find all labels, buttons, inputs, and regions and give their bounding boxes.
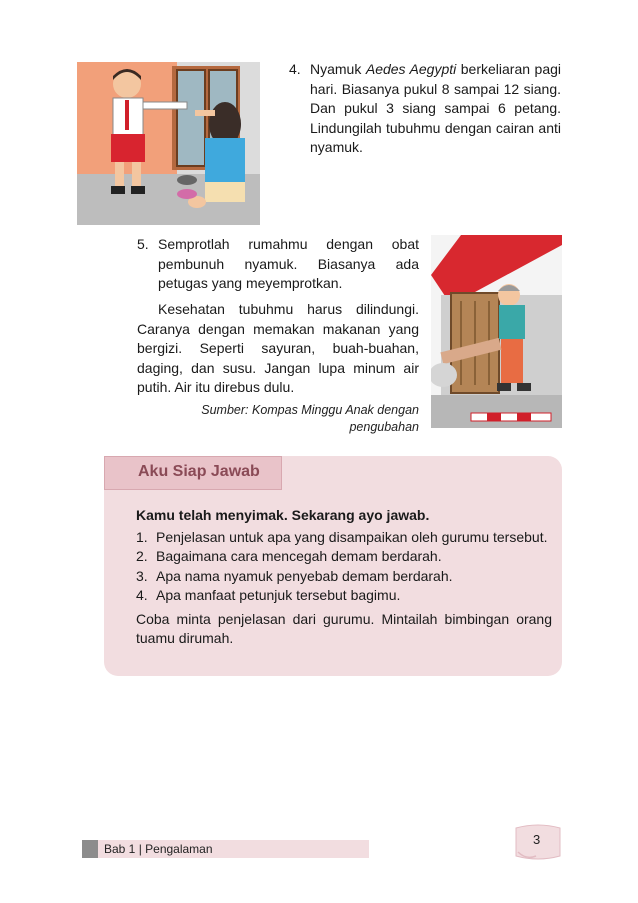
- item-number: 4.: [289, 61, 301, 77]
- activity-intro: Kamu telah menyimak. Sekarang ayo jawab.: [136, 507, 430, 523]
- children-illustration: [77, 62, 260, 225]
- source-citation: Sumber: Kompas Minggu Anak dengan pengubahan: [201, 403, 419, 434]
- item-number: 5.: [137, 236, 149, 252]
- footer-marker: [82, 840, 98, 858]
- activity-closing: Coba minta penjelasan dari gurumu. Mintailah bimbingan orang tuamu dirumah.: [136, 610, 552, 646]
- question-item: 2. Bagaimana cara mencegah demam berdarah.: [136, 548, 442, 564]
- species-name: Aedes Aegypti: [365, 61, 457, 77]
- activity-title: Aku Siap Jawab: [138, 463, 260, 480]
- item-text: Semprotlah rumahmu dengan obat pembunuh nyamuk. Biasanya ada petugas yang meyemprotkan.: [158, 236, 419, 291]
- page-number: 3: [533, 832, 541, 847]
- list-item-4: [289, 60, 561, 158]
- list-item-5: [137, 235, 419, 294]
- fogging-illustration: [431, 235, 562, 428]
- question-item: 3. Apa nama nyamuk penyebab demam berdarah.: [136, 567, 453, 584]
- body-paragraph: Kesehatan tubuhmu harus dilindungi. Caranya dengan memakan makanan yang bergizi. Seperti sayuran, buah-buahan, daging, dan susu. Jangan lupa minum air putih. Air itu direbus dulu.: [137, 301, 419, 395]
- question-item: 4. Apa manfaat petunjuk tersebut bagimu.: [136, 587, 401, 603]
- activity-box: [104, 456, 562, 676]
- question-item: 1. Penjelasan untuk apa yang disampaikan oleh gurumu tersebut.: [136, 528, 548, 545]
- activity-content: [136, 506, 552, 649]
- chapter-label: Bab 1 | Pengalaman: [104, 842, 213, 856]
- item-text: Nyamuk Aedes Aegypti berkeliaran pagi hari. Biasanya pukul 8 sampai 12 siang. Dan pukul 3 siang sampai 6 petang. Lindungilah tubuhmu dengan cairan anti nyamuk.: [310, 61, 562, 155]
